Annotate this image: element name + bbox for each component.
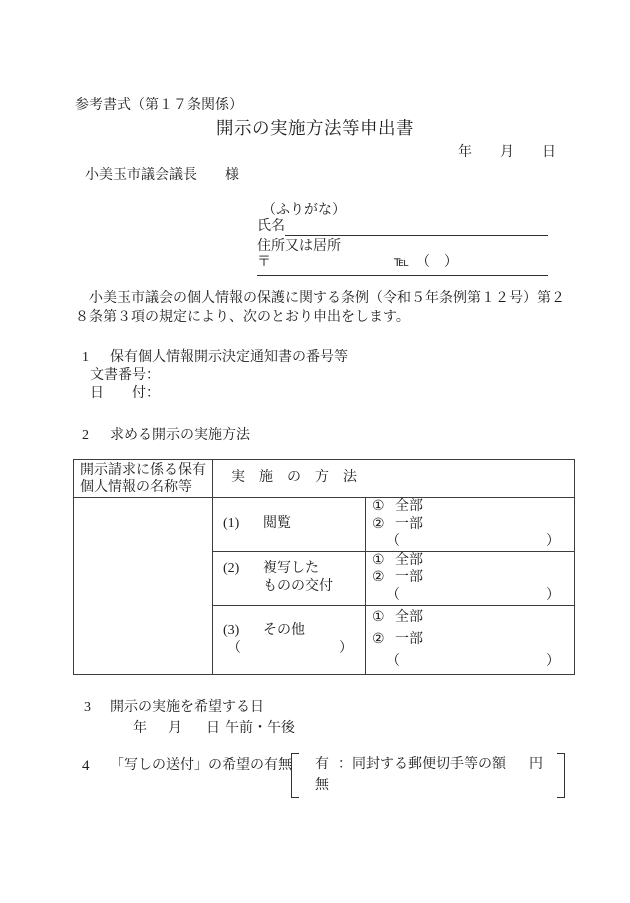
ampm-label: 午前・午後 bbox=[225, 721, 295, 736]
name-underline bbox=[285, 235, 548, 236]
body-line-2: ８条第３項の規定により、次のとおり申出をします。 bbox=[75, 310, 410, 325]
address-label: 住所又は居所 bbox=[257, 239, 341, 254]
method-1-label: 閲覧 bbox=[263, 516, 291, 532]
section4-title: 「写しの送付」の希望の有無 bbox=[110, 758, 292, 773]
addressee: 小美玉市議会議長 bbox=[85, 168, 197, 183]
option-yes-label: 有 bbox=[315, 757, 329, 772]
method-cell-3 bbox=[213, 605, 366, 674]
option-3-all-label: 全部 bbox=[395, 609, 423, 625]
options-cell-3 bbox=[366, 605, 575, 674]
day-label: 日 bbox=[206, 721, 220, 736]
method-2-label: 複写した bbox=[263, 561, 319, 576]
doc-number-label: 文書番号： bbox=[90, 368, 160, 383]
section1-number: 1 bbox=[82, 350, 89, 365]
postal-mark: 〒 bbox=[257, 255, 271, 270]
body-line-1: 小美玉市議会の個人情報の保護に関する条例（令和５年条例第１２号）第２ bbox=[75, 291, 565, 306]
method-2-number: (2) bbox=[223, 561, 240, 576]
body-paragraph bbox=[75, 289, 575, 327]
yen-label: 円 bbox=[529, 757, 543, 772]
option-1-paren-line bbox=[386, 533, 560, 551]
paren-close: ） bbox=[546, 653, 560, 669]
option-yes-line bbox=[315, 756, 543, 774]
section2-number: 2 bbox=[82, 428, 89, 443]
section3-title: 開示の実施を希望する日 bbox=[110, 700, 264, 715]
date-line-top: 年 月 日 bbox=[458, 145, 556, 160]
options-cell-1 bbox=[366, 498, 575, 552]
option-2-part-label: 一部 bbox=[395, 570, 423, 586]
tel-label: ℡ （ ） bbox=[394, 255, 459, 270]
col1-header-line2: 個人情報の名称等 bbox=[80, 479, 192, 495]
option-1-part-mark: ② bbox=[372, 516, 385, 532]
format-note: 参考書式（第１７条関係） bbox=[75, 98, 243, 113]
option-no-label: 無 bbox=[315, 778, 329, 793]
method-table bbox=[73, 459, 575, 675]
option-2-all-label: 全部 bbox=[395, 552, 423, 568]
paren-close: ） bbox=[339, 640, 353, 656]
section1-heading bbox=[82, 349, 348, 367]
option-1-all-label: 全部 bbox=[395, 499, 423, 514]
option-3-paren-line bbox=[386, 651, 560, 673]
honorific: 様 bbox=[225, 168, 239, 183]
month-label: 月 bbox=[168, 721, 182, 736]
section3-heading bbox=[84, 699, 264, 717]
options-cell-2 bbox=[366, 551, 575, 605]
option-1-part-label: 一部 bbox=[395, 516, 423, 532]
col1-header-line1: 開示請求に係る保有 bbox=[80, 462, 206, 478]
section2-title: 求める開示の実施方法 bbox=[110, 428, 250, 443]
year-label: 年 bbox=[133, 721, 147, 736]
name-entry-cell bbox=[74, 498, 213, 675]
section4-heading bbox=[82, 757, 292, 777]
left-bracket bbox=[291, 753, 299, 798]
option-yes-detail: ：同封する郵便切手等の額 bbox=[338, 757, 506, 772]
option-1-all-mark: ① bbox=[372, 499, 385, 514]
furigana-label: （ふりがな） bbox=[262, 203, 346, 218]
method-3-label: その他 bbox=[263, 622, 305, 638]
paren-open: （ bbox=[386, 587, 400, 603]
right-bracket bbox=[557, 753, 565, 798]
section3-number: 3 bbox=[84, 700, 91, 715]
col1-header-cell bbox=[74, 460, 213, 498]
paren-close: ） bbox=[546, 534, 560, 549]
option-3-part-label: 一部 bbox=[395, 631, 423, 647]
method-2-label-line2: ものの交付 bbox=[263, 579, 333, 594]
method-3-number: (3) bbox=[223, 622, 240, 638]
name-label: 氏名 bbox=[257, 218, 285, 234]
method-1-number: (1) bbox=[223, 516, 240, 532]
option-2-paren-line bbox=[386, 587, 560, 605]
paren-open: （ bbox=[386, 534, 400, 549]
postal-tel-row bbox=[257, 254, 548, 276]
option-2-part-mark: ② bbox=[372, 570, 385, 586]
method-cell-2 bbox=[213, 551, 366, 605]
paren-close: ） bbox=[546, 587, 560, 603]
section2-heading bbox=[82, 427, 250, 445]
option-2-all-mark: ① bbox=[372, 552, 385, 568]
addressee-line bbox=[85, 167, 239, 185]
date-label: 日 付： bbox=[90, 386, 160, 401]
col2-header-cell: 実 施 の 方 法 bbox=[213, 460, 575, 498]
table-header-row bbox=[74, 460, 575, 498]
section1-title: 保有個人情報開示決定通知書の番号等 bbox=[110, 350, 348, 365]
option-3-all-mark: ① bbox=[372, 609, 385, 625]
section3-date-line bbox=[133, 720, 295, 738]
document-title: 開示の実施方法等申出書 bbox=[216, 118, 414, 138]
name-field-row bbox=[257, 219, 548, 236]
table-row bbox=[74, 498, 575, 552]
option-3-part-mark: ② bbox=[372, 631, 385, 647]
section4-number: 4 bbox=[82, 758, 90, 774]
method-3-paren-line bbox=[227, 640, 353, 658]
method-cell-1 bbox=[213, 498, 366, 552]
paren-open: （ bbox=[386, 653, 400, 669]
paren-open: （ bbox=[227, 640, 241, 656]
